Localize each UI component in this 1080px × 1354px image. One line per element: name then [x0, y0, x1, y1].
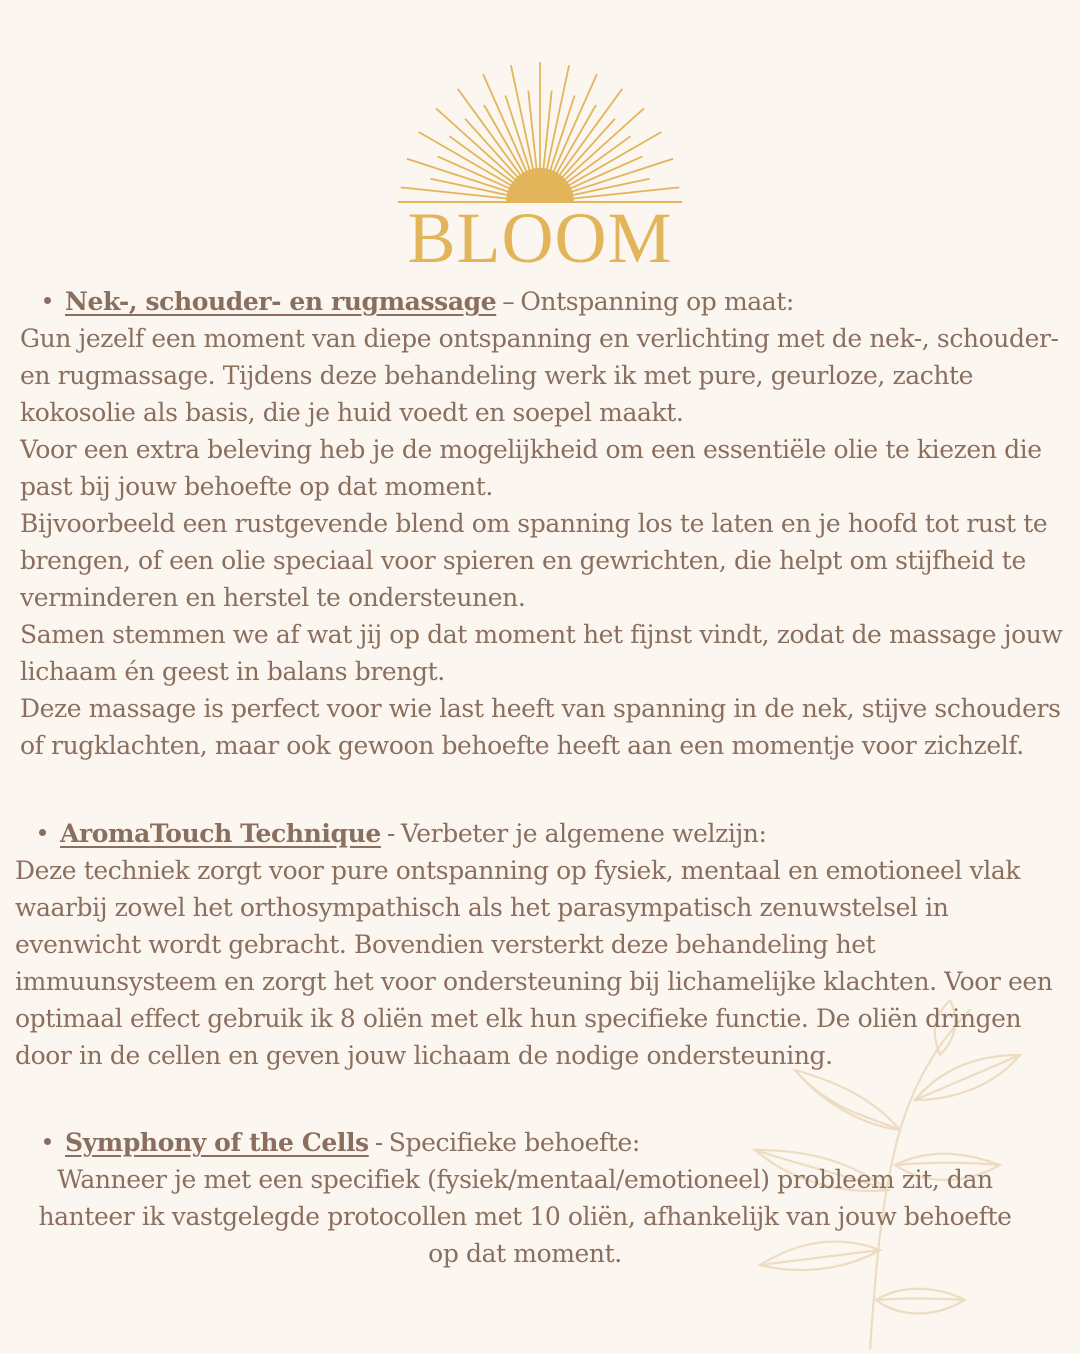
service-subtitle: Specifieke behoefte: — [388, 1128, 640, 1157]
service-paragraph: Voor een extra beleving heb je de mogelijkheid om een essentiële olie te kiezen die past bij jouw behoefte op dat moment. — [20, 435, 1042, 501]
service-paragraph: Deze techniek zorgt voor pure ontspanning op fysiek, mentaal en emotioneel vlak waarbij zowel het orthosympathisch als het parasympatisch zenuwstelsel in evenwicht wordt gebracht. Bovendien versterkt deze behandeling het immuunsysteem en zorgt het voor ondersteuning bij lichamelijke klachten. Voor een optimaal effect gebruik ik 8 oliën met elk hun specifieke functie. De oliën dringen door in de cellen en geven jouw lichaam de nodige ondersteuning. — [15, 856, 1053, 1070]
service-heading — [44, 283, 1070, 320]
service-paragraph: Bijvoorbeeld een rustgevende blend om spanning los te laten en je hoofd tot rust te brengen, of een olie speciaal voor spieren en gewrichten, die helpt om stijfheid te verminderen en herstel te ondersteunen. — [20, 509, 1048, 612]
service-paragraph: Gun jezelf een moment van diepe ontspanning en verlichting met de nek-, schouder- en rugmassage. Tijdens deze behandeling werk ik met pure, geurloze, zachte kokosolie als basis, die je huid voedt en soepel maakt. — [20, 324, 1059, 427]
service-subtitle: Ontspanning op maat: — [520, 287, 794, 316]
service-subtitle: Verbeter je algemene welzijn: — [400, 819, 767, 848]
service-section-symphony — [20, 1124, 1030, 1272]
service-title: Symphony of the Cells — [65, 1128, 369, 1157]
service-heading — [44, 1124, 1030, 1161]
service-paragraph: Samen stemmen we af wat jij op dat moment het fijnst vindt, zodat de massage jouw lichaam én geest in balans brengt. — [20, 620, 1063, 686]
bullet-icon — [44, 297, 51, 304]
service-paragraph: Deze massage is perfect voor wie last heeft van spanning in de nek, stijve schouders of rugklachten, maar ook gewoon behoefte heeft aan een momentje voor zichzelf. — [20, 694, 1061, 760]
service-section-neck-massage — [20, 283, 1070, 764]
service-title: Nek-, schouder- en rugmassage — [65, 287, 497, 316]
title-separator: - — [386, 819, 395, 848]
brand-name: BLOOM — [407, 198, 673, 278]
title-separator: – — [502, 287, 515, 316]
service-heading — [39, 815, 1075, 852]
service-paragraph: Wanneer je met een specifiek (fysiek/mentaal/emotioneel) probleem zit, dan hanteer ik vastgelegde protocollen met 10 oliën, afhankelijk van jouw behoefte op dat moment. — [38, 1165, 1012, 1268]
bullet-icon — [44, 1138, 51, 1145]
service-section-aromatouch — [15, 815, 1075, 1074]
title-separator: - — [374, 1128, 383, 1157]
service-title: AromaTouch Technique — [60, 819, 381, 848]
bullet-icon — [39, 829, 46, 836]
